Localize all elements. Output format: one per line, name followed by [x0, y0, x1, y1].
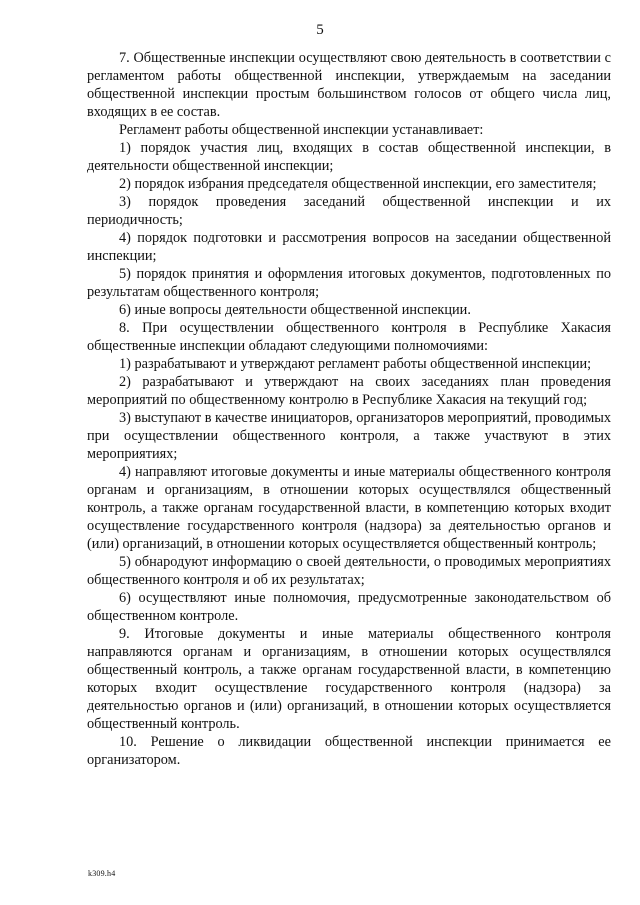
document-body	[87, 49, 611, 769]
page-number: 5	[316, 22, 324, 38]
list-item-5: 5) порядок принятия и оформления итоговых документов, подготовленных по результатам общественного контроля;	[87, 266, 611, 300]
powers-item-1: 1) разрабатывают и утверждают регламент работы общественной инспекции;	[119, 356, 592, 372]
list-item-2: 2) порядок избрания председателя общественной инспекции, его заместителя;	[119, 176, 597, 192]
paragraph-9: 9. Итоговые документы и иные материалы общественного контроля направляются органам и организациям, в отношении которых осуществлялся общественный контроль, а также органам государственной власти, в компетенцию которых входит осуществление государственного контроля (надзора) за деятельностью органов и (или) организаций, в отношении которых осуществляется общественный контроль.	[87, 626, 611, 732]
powers-item-5: 5) обнародуют информацию о своей деятельности, о проводимых мероприятиях общественного контроля и об их результатах;	[87, 554, 611, 588]
powers-item-3: 3) выступают в качестве инициаторов, организаторов мероприятий, проводимых при осуществлении общественного контроля, а также участвуют в этих мероприятиях;	[87, 410, 611, 462]
powers-item-2: 2) разрабатывают и утверждают на своих заседаниях план проведения мероприятий по общественному контролю в Республике Хакасия на текущий год;	[87, 374, 611, 408]
list-item-1: 1) порядок участия лиц, входящих в состав общественной инспекции, в деятельности общественной инспекции;	[87, 140, 611, 174]
paragraph-7: 7. Общественные инспекции осуществляют свою деятельность в соответствии с регламентом работы общественной инспекции, утверждаемым на заседании общественной инспекции простым большинством голосов от общего числа лиц, входящих в ее состав.	[87, 50, 611, 120]
powers-item-6: 6) осуществляют иные полномочия, предусмотренные законодательством об общественном контроле.	[87, 590, 611, 624]
list-item-6: 6) иные вопросы деятельности общественной инспекции.	[119, 302, 471, 318]
paragraph-10: 10. Решение о ликвидации общественной инспекции принимается ее организатором.	[87, 734, 611, 768]
list-item-4: 4) порядок подготовки и рассмотрения вопросов на заседании общественной инспекции;	[87, 230, 611, 264]
powers-item-4: 4) направляют итоговые документы и иные материалы общественного контроля органам и организациям, в отношении которых осуществлялся общественный контроль, а также органам государственной власти, в компетенцию которых входит осуществление государственного контроля (надзора) за деятельностью органов и (или) организаций, в отношении которых осуществляется общественный контроль;	[87, 464, 611, 552]
paragraph-8: 8. При осуществлении общественного контроля в Республике Хакасия общественные инспекции обладают следующими полномочиями:	[87, 320, 611, 354]
footer-document-code: k309.h4	[88, 869, 116, 878]
list-item-3: 3) порядок проведения заседаний общественной инспекции и их периодичность;	[87, 194, 611, 228]
paragraph-regulation-intro: Регламент работы общественной инспекции устанавливает:	[119, 122, 484, 138]
